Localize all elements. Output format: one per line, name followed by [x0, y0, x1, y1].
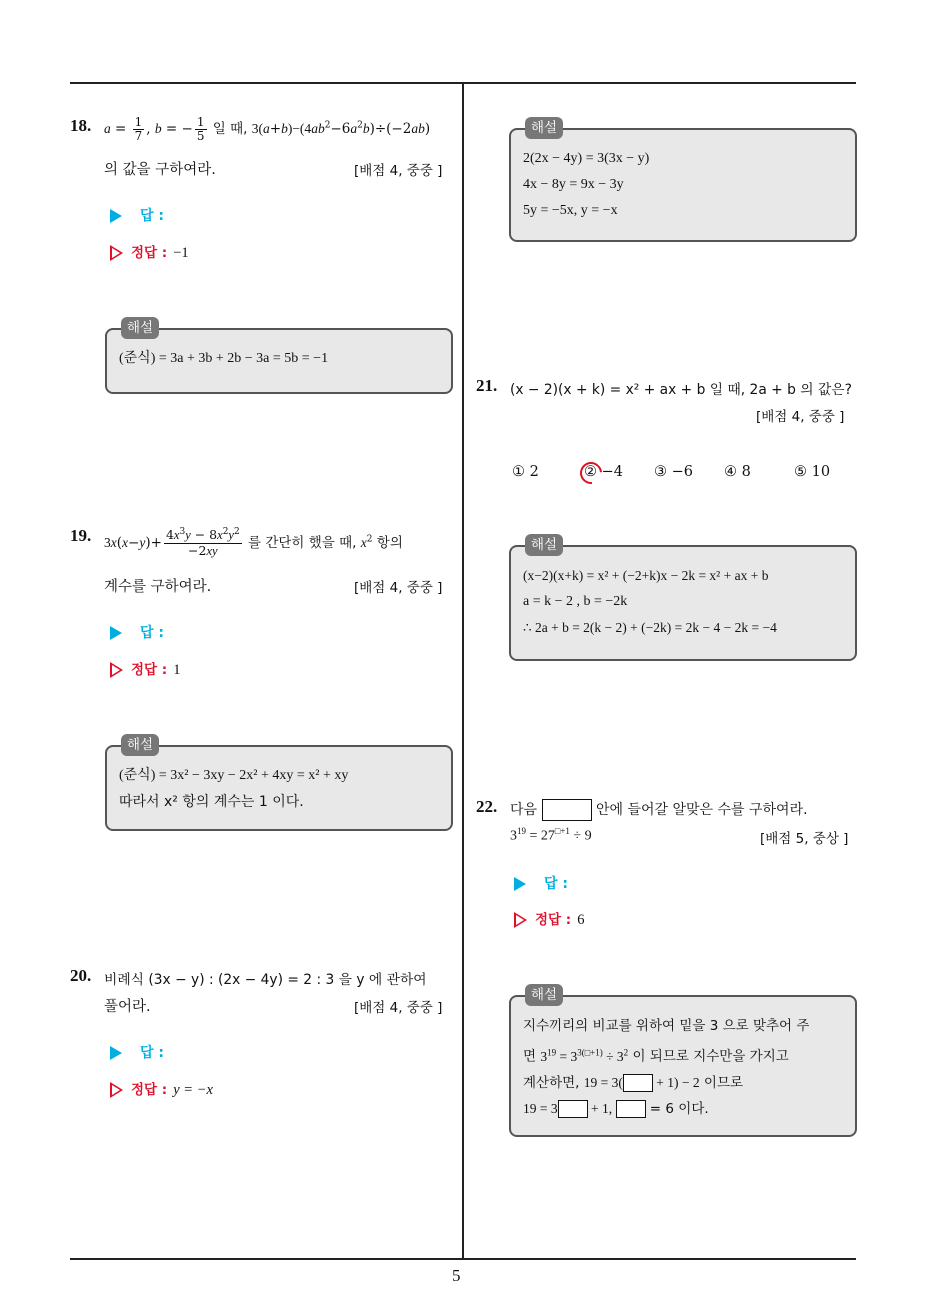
q20-explain-line-2: 4x − 8y = 9x − 3y [523, 177, 624, 192]
q19-explanation-box [105, 737, 453, 831]
q20-points: [배점 4, 중중 ] [354, 1000, 443, 1016]
q20-number: 20. [70, 966, 92, 985]
answer-arrow-icon [110, 626, 122, 640]
q20-text-line2: 풀어라. [104, 999, 151, 1015]
q22-explain-line-2: 면 $3^{19} = 3^{3(□+1)} \div 3^2$ 이 되므로 지수만을 가지고 [523, 1047, 789, 1065]
q18-answer-label: 답 : [110, 205, 164, 225]
bottom-rule [70, 1258, 856, 1260]
correct-arrow-icon [110, 662, 123, 678]
answer-arrow-icon [110, 209, 122, 223]
q22-text-line1: 다음 안에 들어갈 알맞은 수를 구하여라. [510, 799, 808, 821]
q19-correct: 정답 : 1 [110, 658, 180, 679]
column-divider [462, 82, 464, 1260]
q21-number: 21. [476, 376, 498, 395]
q18-number: 18. [70, 116, 92, 135]
q20-answer-label: 답 : [110, 1042, 164, 1062]
answer-arrow-icon [514, 877, 526, 891]
explain-tag: 해설 [525, 117, 563, 139]
explain-tag: 해설 [121, 317, 159, 339]
q18-points: [배점 4, 중중 ] [354, 163, 443, 179]
q18-text-line2: 의 값을 구하여라. [104, 162, 216, 178]
q21-explain-line-3: ∴ 2a + b = 2(k − 2) + (−2k) = 2k − 4 − 2k = −4 [523, 620, 777, 635]
q21-explain-line-1: (x−2)(x+k) = x² + (−2+k)x − 2k = x² + ax + b [523, 568, 769, 583]
q21-text-line1: (x − 2)(x + k) = x² + ax + b 일 때, 2a + b 의 값은? [510, 382, 852, 398]
q18-explanation-box [105, 320, 453, 394]
q19-explain-line-1: (준식) = 3x² − 3xy − 2x² + 4xy = x² + xy [119, 768, 349, 783]
q18-statement: a = $\frac{1}{7}$ , b = − $\frac{1}{5}$ 일 때, $3(a+b)-(4ab^2-6a^2b)\div(-2ab)$ [104, 115, 431, 144]
q19-text-line2: 계수를 구하여라. [104, 579, 212, 595]
q22-explain-line-4: 19 = 3 + 1, = 6 이다. [523, 1100, 709, 1117]
page-number: 5 [452, 1266, 461, 1285]
q21-explain-line-2: a = k − 2 , b = −2k [523, 594, 628, 609]
blank-box [616, 1100, 646, 1118]
correct-arrow-icon [514, 912, 527, 928]
q20-text-line1: 비례식 (3x − y) : (2x − 4y) = 2 : 3 을 y 에 관하여 [104, 972, 427, 988]
q19-mid-text: 를 간단히 했을 때, [248, 534, 357, 551]
explain-tag: 해설 [525, 534, 563, 556]
q19-points: [배점 4, 중중 ] [354, 580, 443, 596]
choice-1[interactable]: ① 2 [512, 464, 539, 480]
q18-correct: 정답 : −1 [110, 241, 189, 262]
q20-explanation-box [509, 120, 857, 242]
q18-explain-line: (준식) = 3a + 3b + 2b − 3a = 5b = −1 [119, 351, 329, 366]
q19-statement: 3x(x−y)+ $\frac{4x^3y - 8x^2y^2}{-2xy}$ 를 간단히 했을 때, $x^2$ 항의 [104, 527, 403, 558]
q20-correct: 정답 : y = −x [110, 1078, 213, 1099]
explain-tag: 해설 [525, 984, 563, 1006]
correct-arrow-icon [110, 245, 123, 261]
q19-explain-line-2: 따라서 x² 항의 계수는 1 이다. [119, 794, 304, 810]
choice-3[interactable]: ③ −6 [654, 464, 693, 480]
q22-number: 22. [476, 797, 498, 816]
correct-arrow-icon [110, 1082, 123, 1098]
q22-explanation-box [509, 987, 857, 1137]
q21-explanation-box [509, 537, 857, 661]
blank-box [623, 1074, 653, 1092]
q22-points: [배점 5, 중상 ] [760, 831, 849, 847]
q20-explain-line-3: 5y = −5x, y = −x [523, 203, 618, 218]
q22-answer-label: 답 : [514, 873, 568, 893]
q19-term-text: 항의 [376, 534, 403, 551]
choice-4[interactable]: ④ 8 [724, 464, 751, 480]
blank-box [558, 1100, 588, 1118]
q22-correct: 정답 : 6 [514, 908, 584, 929]
q20-explain-line-1: 2(2x − 4y) = 3(3x − y) [523, 151, 650, 166]
q19-answer-label: 답 : [110, 622, 164, 642]
q19-number: 19. [70, 526, 92, 545]
choice-2[interactable]: ② −4 [584, 464, 623, 480]
q22-equation: $3^{19} = 27^{□+1} \div 9$ [510, 826, 592, 844]
q22-blank-box [542, 799, 592, 821]
explain-tag: 해설 [121, 734, 159, 756]
q21-choices [512, 464, 852, 486]
choice-5[interactable]: ⑤ 10 [794, 464, 831, 480]
q22-explain-line-3: 계산하면, 19 = 3( + 1) − 2 이므로 [523, 1074, 744, 1091]
answer-arrow-icon [110, 1046, 122, 1060]
q21-points: [배점 4, 중중 ] [756, 409, 845, 425]
q22-explain-line-1: 지수끼리의 비교를 위하여 밑을 3 으로 맞추어 주 [523, 1018, 810, 1034]
